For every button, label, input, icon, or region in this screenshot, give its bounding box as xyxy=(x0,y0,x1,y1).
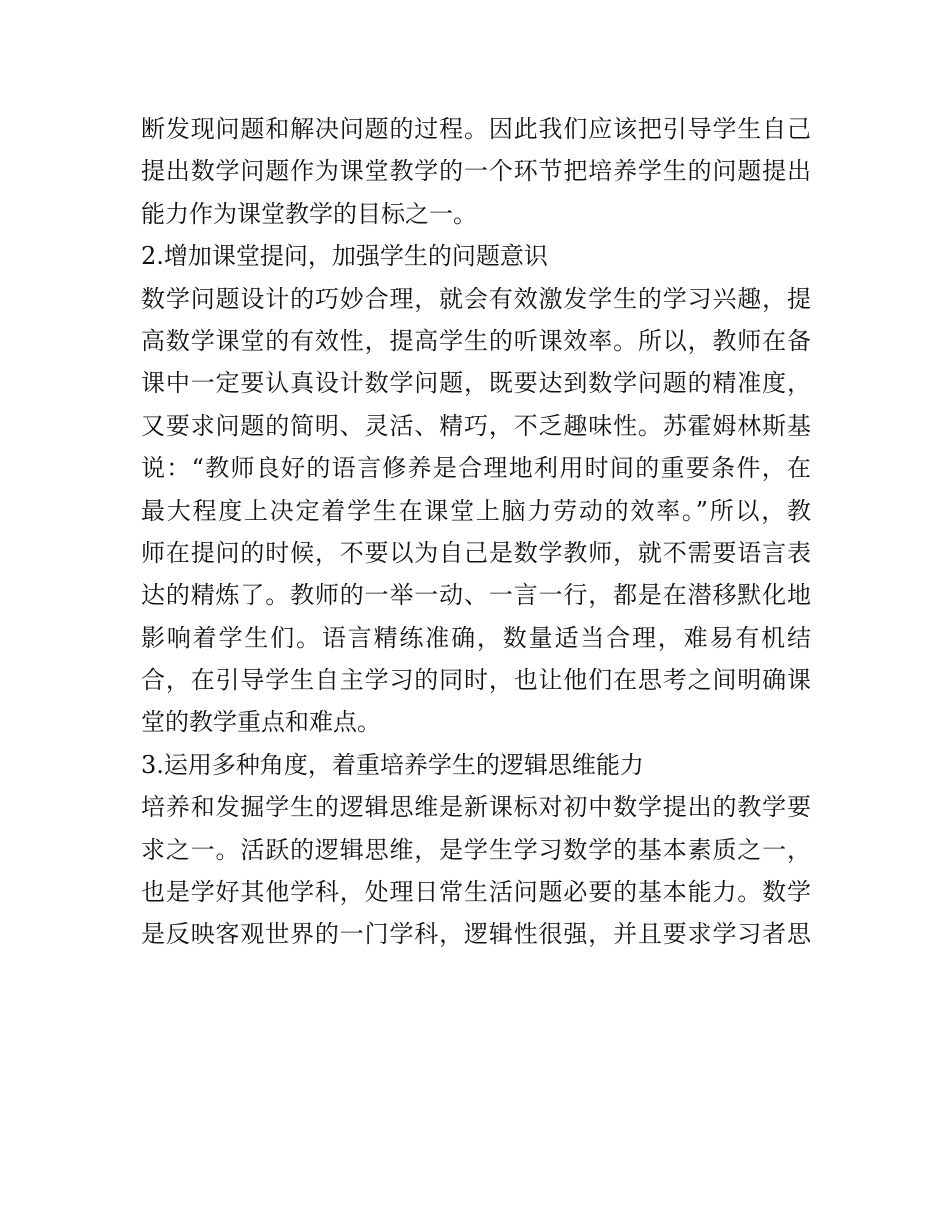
text-line: 高数学课堂的有效性，提高学生的听课效率。所以，教师在备 xyxy=(141,326,811,355)
text-line: 提出数学问题作为课堂教学的一个环节把培养学生的问题提出 xyxy=(141,157,811,186)
text-line: 能力作为课堂教学的目标之一。 xyxy=(141,199,477,228)
text-line: 影响着学生们。语言精练准确，数量适当合理，难易有机结 xyxy=(141,623,811,652)
section-heading: 2.增加课堂提问，加强学生的问题意识 xyxy=(141,242,548,271)
text-line: 师在提问的时候，不要以为自己是数学教师，就不需要语言表 xyxy=(141,538,811,567)
text-line: 又要求问题的简明、灵活、精巧，不乏趣味性。苏霍姆林斯基 xyxy=(141,411,811,440)
text-line: 课中一定要认真设计数学问题，既要达到数学问题的精准度， xyxy=(141,369,811,398)
text-line: 培养和发掘学生的逻辑思维是新课标对初中数学提出的教学要 xyxy=(141,793,811,822)
section-heading: 3.运用多种角度，着重培养学生的逻辑思维能力 xyxy=(141,750,644,779)
document-body xyxy=(141,108,811,956)
text-line: 合，在引导学生自主学习的同时，也让他们在思考之间明确课 xyxy=(141,666,811,695)
text-line: 是反映客观世界的一门学科，逻辑性很强，并且要求学习者思 xyxy=(141,920,811,949)
text-line: 数学问题设计的巧妙合理，就会有效激发学生的学习兴趣，提 xyxy=(141,284,811,313)
text-line: 达的精炼了。教师的一举一动、一言一行，都是在潜移默化地 xyxy=(141,581,811,610)
text-line: 最大程度上决定着学生在课堂上脑力劳动的效率。”所以，教 xyxy=(141,496,811,525)
text-line: 说：“教师良好的语言修养是合理地利用时间的重要条件，在 xyxy=(141,454,811,483)
text-line: 断发现问题和解决问题的过程。因此我们应该把引导学生自己 xyxy=(141,115,811,143)
text-line: 堂的教学重点和难点。 xyxy=(141,708,381,737)
text-line: 求之一。活跃的逻辑思维，是学生学习数学的基本素质之一， xyxy=(141,835,811,864)
text-line: 也是学好其他学科，处理日常生活问题必要的基本能力。数学 xyxy=(141,878,811,907)
